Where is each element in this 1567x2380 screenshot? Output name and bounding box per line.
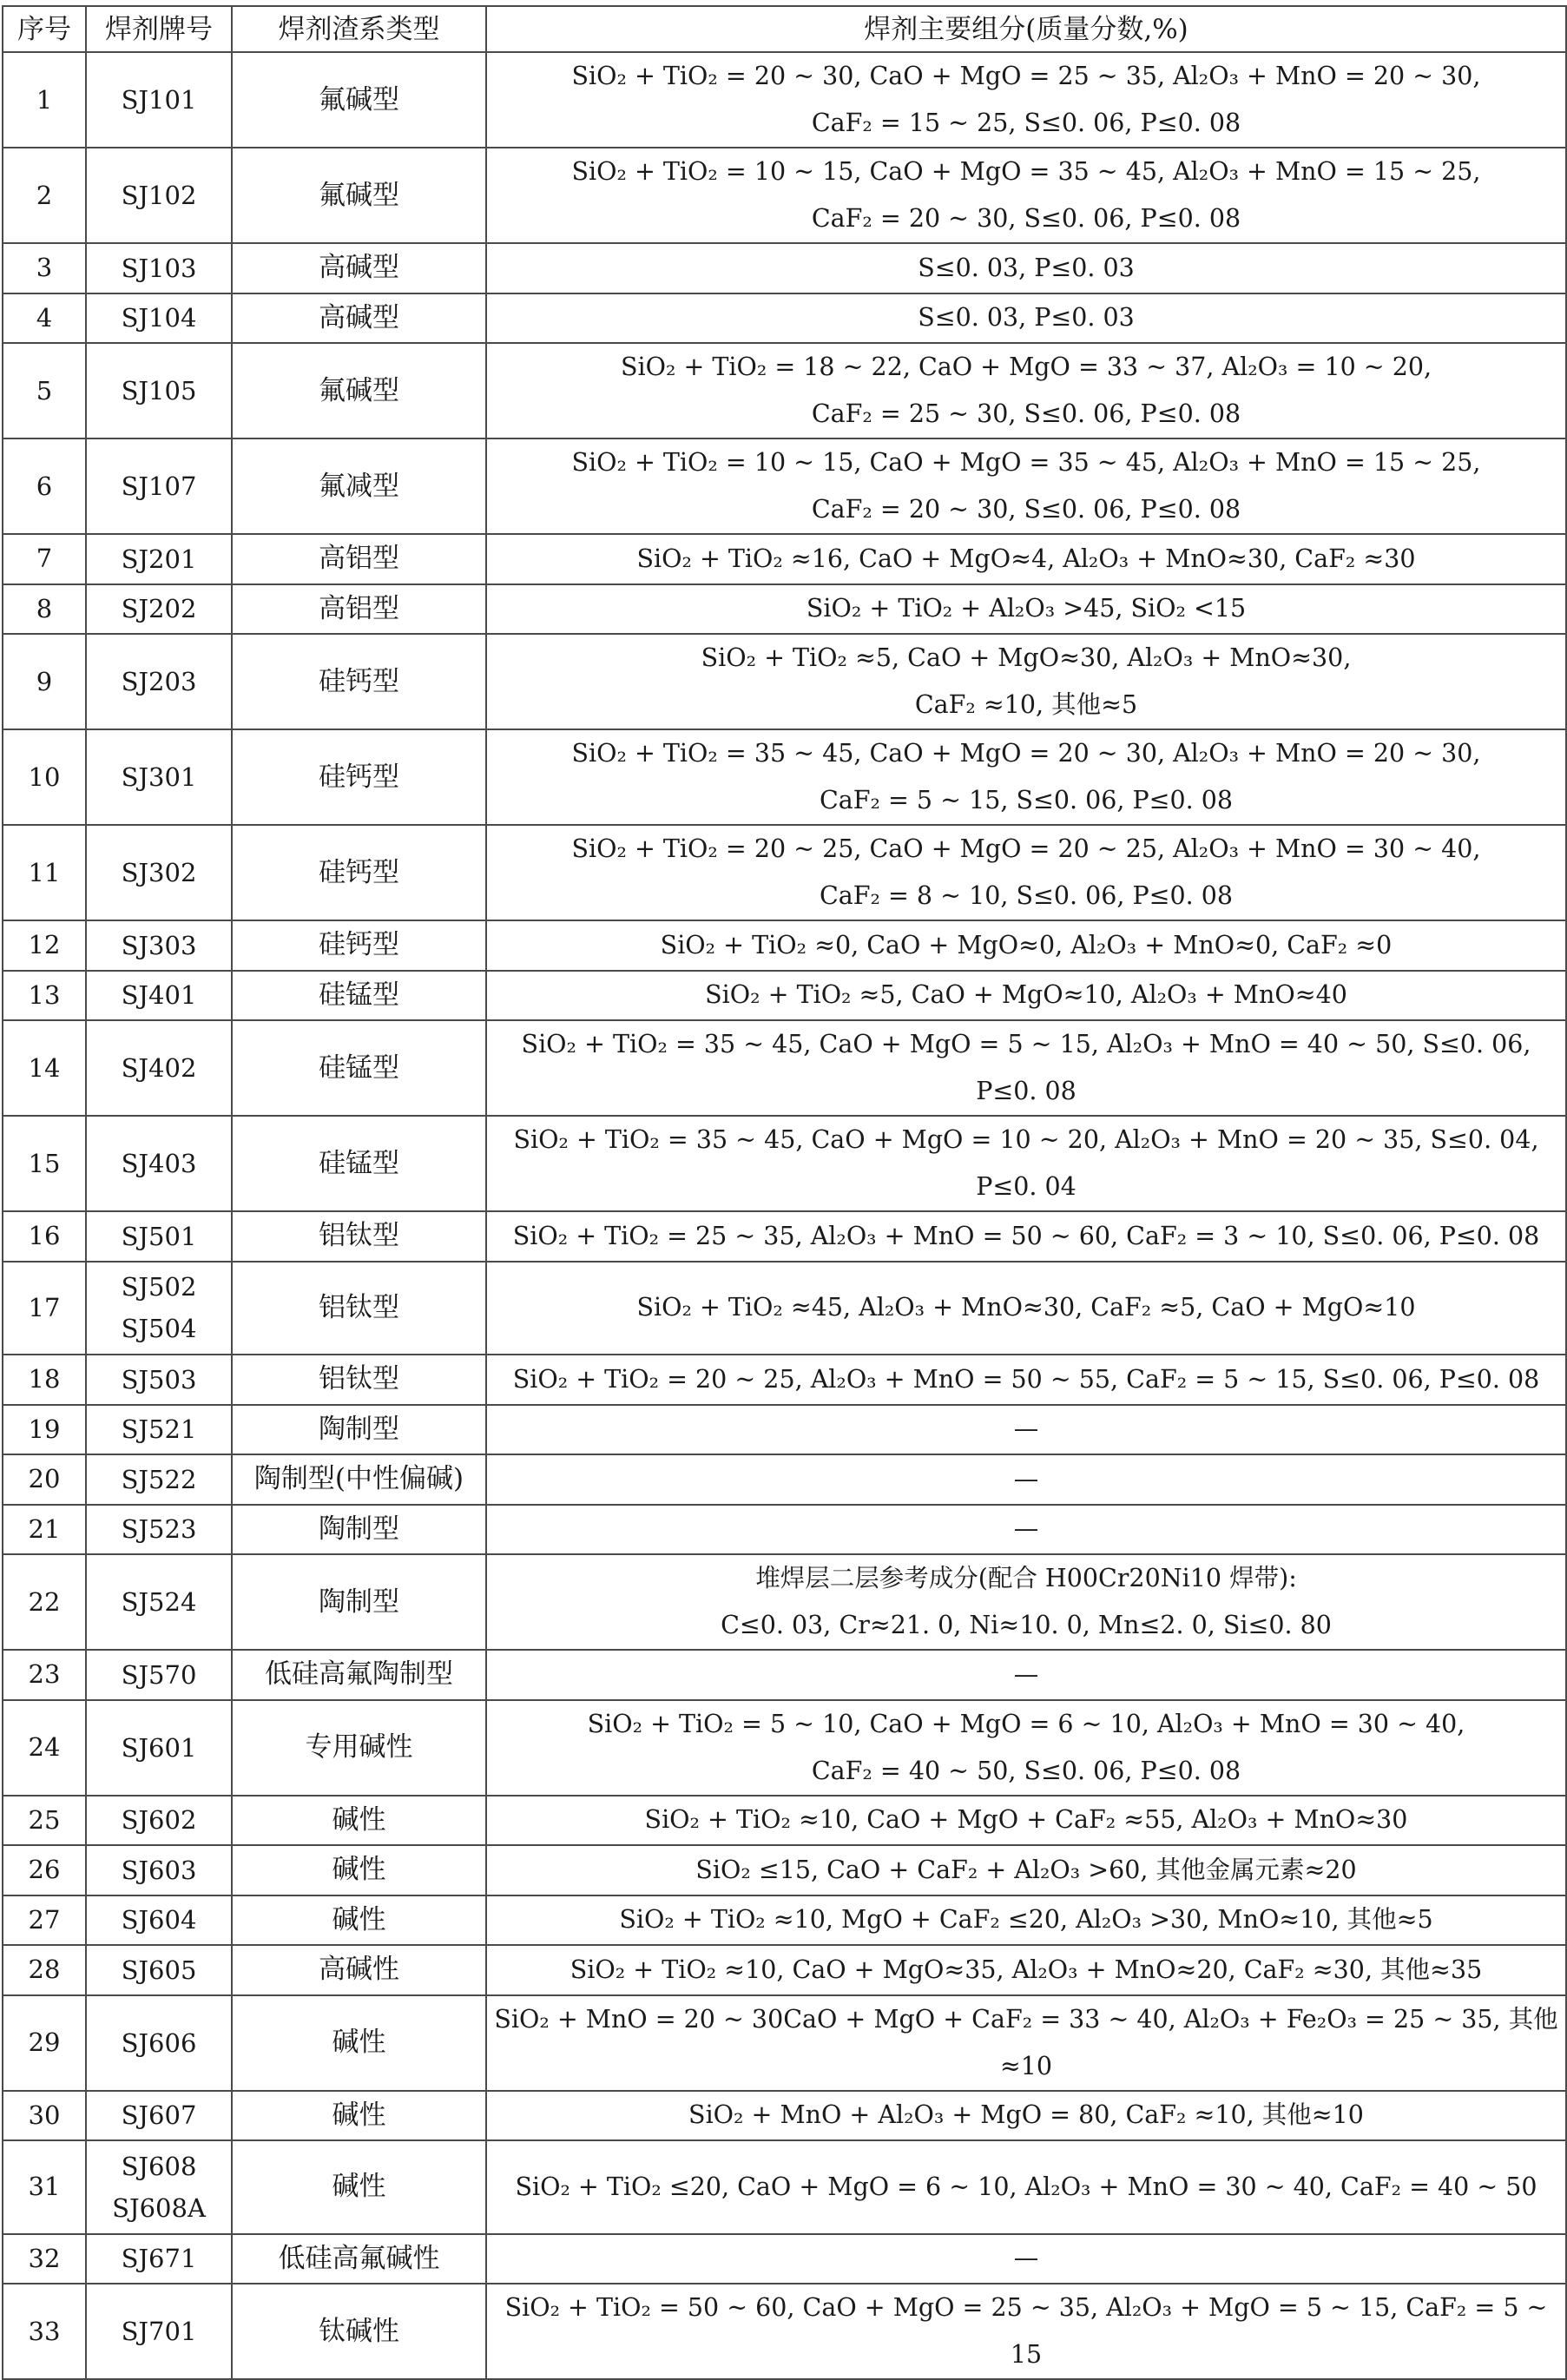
table-row <box>3 1505 1566 1555</box>
row-brand <box>86 634 232 729</box>
row-index: 24 <box>3 1700 86 1796</box>
table-row <box>3 729 1566 825</box>
row-slag-type: 氟碱型 <box>232 343 486 438</box>
table-row <box>3 1650 1566 1700</box>
brand-code: SJ608 <box>121 2151 197 2181</box>
row-brand <box>86 243 232 293</box>
brand-code: SJ601 <box>121 1732 197 1763</box>
header-row <box>3 6 1566 52</box>
row-composition <box>486 1554 1566 1650</box>
row-index: 12 <box>3 920 86 971</box>
table-row <box>3 634 1566 729</box>
composition-line: SiO₂ + TiO₂ = 25 ~ 35, Al₂O₃ + MnO = 50 ~ 60, CaF₂ = 3 ~ 10, S≤0. 06, P≤0. 08 <box>512 1221 1540 1250</box>
row-slag-type: 陶制型 <box>232 1554 486 1650</box>
row-slag-type: 低硅高氟碱性 <box>232 2234 486 2284</box>
row-index: 3 <box>3 243 86 293</box>
row-index: 19 <box>3 1405 86 1455</box>
composition-line: C≤0. 03, Cr≈21. 0, Ni≈10. 0, Mn≤2. 0, Si≤0. 80 <box>721 1611 1332 1639</box>
row-composition <box>486 825 1566 920</box>
row-index: 21 <box>3 1505 86 1555</box>
row-brand <box>86 438 232 534</box>
brand-code: SJ603 <box>121 1855 197 1885</box>
brand-code: SJ607 <box>121 2100 197 2131</box>
table-row <box>3 1454 1566 1505</box>
row-composition <box>486 1454 1566 1505</box>
brand-code: SJ202 <box>121 594 197 624</box>
composition-line: SiO₂ + TiO₂ ≈10, CaO + MgO≈35, Al₂O₃ + MnO≈20, CaF₂ ≈30, 其他≈35 <box>570 1955 1483 1984</box>
composition-line: SiO₂ + TiO₂ ≈45, Al₂O₃ + MnO≈30, CaF₂ ≈5, CaO + MgO≈10 <box>636 1293 1416 1322</box>
table-row <box>3 825 1566 920</box>
header-brand: 焊剂牌号 <box>86 6 232 52</box>
table-row <box>3 1700 1566 1796</box>
row-brand <box>86 1262 232 1355</box>
row-index: 32 <box>3 2234 86 2284</box>
row-brand <box>86 1554 232 1650</box>
brand-code: SJ602 <box>121 1805 197 1836</box>
composition-line: CaF₂ = 15 ~ 25, S≤0. 06, P≤0. 08 <box>811 109 1241 137</box>
row-index: 7 <box>3 534 86 584</box>
composition-line: SiO₂ + TiO₂ = 20 ~ 30, CaO + MgO = 25 ~ 35, Al₂O₃ + MnO = 20 ~ 30, <box>571 62 1481 90</box>
row-index: 13 <box>3 971 86 1021</box>
table-body <box>3 52 1566 2379</box>
row-brand <box>86 52 232 148</box>
composition-line: SiO₂ + MnO + Al₂O₃ + MgO = 80, CaF₂ ≈10, 其他≈10 <box>688 2100 1364 2130</box>
row-index: 30 <box>3 2091 86 2141</box>
composition-line: CaF₂ = 20 ~ 30, S≤0. 06, P≤0. 08 <box>811 204 1241 233</box>
composition-line: SiO₂ + TiO₂ ≈16, CaO + MgO≈4, Al₂O₃ + MnO≈30, CaF₂ ≈30 <box>636 544 1416 573</box>
composition-line: SiO₂ + TiO₂ = 18 ~ 22, CaO + MgO = 33 ~ 37, Al₂O₃ = 10 ~ 20, <box>620 353 1432 381</box>
composition-line: SiO₂ + TiO₂ ≈10, MgO + CaF₂ ≤20, Al₂O₃ >30, MnO≈10, 其他≈5 <box>619 1905 1433 1935</box>
row-brand <box>86 1650 232 1700</box>
row-composition <box>486 634 1566 729</box>
brand-code: SJ501 <box>121 1221 197 1251</box>
composition-line: S≤0. 03, P≤0. 03 <box>918 303 1135 333</box>
table-row <box>3 1845 1566 1895</box>
row-slag-type: 碱性 <box>232 1895 486 1946</box>
row-slag-type: 硅钙型 <box>232 634 486 729</box>
row-index: 14 <box>3 1020 86 1116</box>
row-composition <box>486 293 1566 344</box>
table-row <box>3 1116 1566 1211</box>
row-composition <box>486 1116 1566 1211</box>
composition-line: CaF₂ ≈10, 其他≈5 <box>914 690 1138 719</box>
flux-composition-table <box>2 5 1567 2380</box>
row-slag-type: 氟碱型 <box>232 148 486 243</box>
composition-line: S≤0. 03, P≤0. 03 <box>918 253 1135 282</box>
composition-line: SiO₂ + TiO₂ + Al₂O₃ >45, SiO₂ <15 <box>806 594 1247 623</box>
row-brand <box>86 825 232 920</box>
composition-line: SiO₂ + TiO₂ = 20 ~ 25, Al₂O₃ + MnO = 50 ~ 55, CaF₂ = 5 ~ 15, S≤0. 06, P≤0. 08 <box>512 1364 1540 1394</box>
brand-code: SJ701 <box>121 2317 197 2346</box>
row-slag-type: 铝钛型 <box>232 1355 486 1405</box>
row-index: 31 <box>3 2140 86 2234</box>
brand-code: SJ503 <box>121 1364 197 1394</box>
composition-line: — <box>1013 1659 1039 1689</box>
brand-code: SJ302 <box>121 858 197 887</box>
composition-line: SiO₂ + TiO₂ = 35 ~ 45, CaO + MgO = 20 ~ 30, Al₂O₃ + MnO = 20 ~ 30, <box>571 739 1481 768</box>
composition-line: — <box>1013 1514 1039 1544</box>
header-composition: 焊剂主要组分(质量分数,%) <box>486 6 1566 52</box>
row-slag-type: 陶制型 <box>232 1405 486 1455</box>
table-row <box>3 1995 1566 2091</box>
row-composition <box>486 1796 1566 1846</box>
row-index: 18 <box>3 1355 86 1405</box>
composition-line: — <box>1013 1414 1039 1444</box>
row-index: 6 <box>3 438 86 534</box>
table-row <box>3 1020 1566 1116</box>
row-slag-type: 陶制型(中性偏碱) <box>232 1454 486 1505</box>
table-row <box>3 534 1566 584</box>
row-brand <box>86 1355 232 1405</box>
row-composition <box>486 438 1566 534</box>
row-slag-type: 陶制型 <box>232 1505 486 1555</box>
row-brand <box>86 1796 232 1846</box>
row-slag-type: 专用碱性 <box>232 1700 486 1796</box>
row-composition <box>486 2091 1566 2141</box>
brand-code: SJ201 <box>121 544 197 574</box>
table-row <box>3 1405 1566 1455</box>
row-brand <box>86 1211 232 1262</box>
row-brand <box>86 584 232 635</box>
table-row <box>3 52 1566 148</box>
brand-code: SJ105 <box>121 376 197 405</box>
row-index: 9 <box>3 634 86 729</box>
row-composition <box>486 1895 1566 1946</box>
row-slag-type: 高碱型 <box>232 293 486 344</box>
composition-line: CaF₂ = 8 ~ 10, S≤0. 06, P≤0. 08 <box>819 881 1234 910</box>
table-row <box>3 1262 1566 1355</box>
composition-line: SiO₂ + TiO₂ = 10 ~ 15, CaO + MgO = 35 ~ 45, Al₂O₃ + MnO = 15 ~ 25, <box>571 448 1481 477</box>
row-composition <box>486 52 1566 148</box>
row-composition <box>486 2284 1566 2379</box>
composition-line: SiO₂ + TiO₂ ≈5, CaO + MgO≈30, Al₂O₃ + MnO≈30, <box>701 643 1352 672</box>
row-composition <box>486 1262 1566 1355</box>
brand-code: SJ604 <box>121 1905 197 1935</box>
composition-line: CaF₂ = 5 ~ 15, S≤0. 06, P≤0. 08 <box>819 786 1234 814</box>
row-index: 10 <box>3 729 86 825</box>
row-slag-type: 硅锰型 <box>232 1116 486 1211</box>
row-index: 1 <box>3 52 86 148</box>
table-row <box>3 1211 1566 1262</box>
brand-code: SJ502 <box>121 1272 197 1302</box>
brand-code: SJ522 <box>121 1464 197 1494</box>
brand-code: SJ606 <box>121 2027 197 2058</box>
row-brand <box>86 971 232 1021</box>
row-composition <box>486 1505 1566 1555</box>
row-index: 23 <box>3 1650 86 1700</box>
row-brand <box>86 1845 232 1895</box>
row-slag-type: 铝钛型 <box>232 1262 486 1355</box>
row-brand <box>86 1020 232 1116</box>
row-brand <box>86 1405 232 1455</box>
brand-code: SJ523 <box>121 1514 197 1545</box>
row-index: 17 <box>3 1262 86 1355</box>
brand-code: SJ107 <box>121 471 197 501</box>
composition-line: SiO₂ + TiO₂ ≈10, CaO + MgO + CaF₂ ≈55, Al₂O₃ + MnO≈30 <box>644 1805 1408 1835</box>
brand-code: SJ401 <box>121 980 197 1011</box>
row-index: 25 <box>3 1796 86 1846</box>
brand-code: SJ608A <box>112 2192 206 2223</box>
composition-line: — <box>1013 1464 1039 1493</box>
row-brand <box>86 920 232 971</box>
composition-line: SiO₂ + TiO₂ ≤20, CaO + MgO = 6 ~ 10, Al₂O₃ + MnO = 30 ~ 40, CaF₂ = 40 ~ 50 <box>515 2172 1537 2201</box>
row-composition <box>486 534 1566 584</box>
brand-code: SJ671 <box>121 2244 197 2274</box>
row-slag-type: 硅钙型 <box>232 920 486 971</box>
row-index: 15 <box>3 1116 86 1211</box>
brand-code: SJ521 <box>121 1414 197 1445</box>
row-index: 2 <box>3 148 86 243</box>
header-slag-type: 焊剂渣系类型 <box>232 6 486 52</box>
row-slag-type: 高碱性 <box>232 1945 486 1995</box>
brand-code: SJ402 <box>121 1053 197 1083</box>
row-composition <box>486 1020 1566 1116</box>
table-row <box>3 1796 1566 1846</box>
row-index: 28 <box>3 1945 86 1995</box>
brand-code: SJ403 <box>121 1149 197 1178</box>
table-row <box>3 243 1566 293</box>
table-row <box>3 148 1566 243</box>
table-row <box>3 1945 1566 1995</box>
brand-code: SJ524 <box>121 1587 197 1617</box>
row-composition <box>486 1650 1566 1700</box>
row-composition <box>486 2140 1566 2234</box>
row-brand <box>86 1505 232 1555</box>
brand-code: SJ101 <box>121 85 197 115</box>
row-brand <box>86 2140 232 2234</box>
row-composition <box>486 1355 1566 1405</box>
brand-code: SJ301 <box>121 762 197 792</box>
composition-line: CaF₂ = 20 ~ 30, S≤0. 06, P≤0. 08 <box>811 495 1241 524</box>
row-brand <box>86 1700 232 1796</box>
row-slag-type: 碱性 <box>232 1995 486 2091</box>
table-row <box>3 343 1566 438</box>
row-index: 26 <box>3 1845 86 1895</box>
row-slag-type: 碱性 <box>232 1796 486 1846</box>
composition-line: SiO₂ + TiO₂ = 10 ~ 15, CaO + MgO = 35 ~ 45, Al₂O₃ + MnO = 15 ~ 25, <box>571 157 1481 186</box>
brand-code: SJ605 <box>121 1955 197 1985</box>
row-brand <box>86 2091 232 2141</box>
table-row <box>3 920 1566 971</box>
row-index: 16 <box>3 1211 86 1262</box>
row-composition <box>486 1995 1566 2091</box>
row-brand <box>86 2234 232 2284</box>
row-composition <box>486 1700 1566 1796</box>
row-composition <box>486 1845 1566 1895</box>
table-row <box>3 2284 1566 2379</box>
row-composition <box>486 920 1566 971</box>
composition-line: CaF₂ = 40 ~ 50, S≤0. 06, P≤0. 08 <box>811 1756 1241 1785</box>
composition-line: SiO₂ + MnO = 20 ~ 30CaO + MgO + CaF₂ = 33 ~ 40, Al₂O₃ + Fe₂O₃ = 25 ~ 35, 其他≈10 <box>494 2004 1558 2080</box>
row-index: 22 <box>3 1554 86 1650</box>
table-row <box>3 2234 1566 2284</box>
composition-line: SiO₂ + TiO₂ ≈0, CaO + MgO≈0, Al₂O₃ + MnO≈0, CaF₂ ≈0 <box>660 930 1393 959</box>
row-brand <box>86 729 232 825</box>
row-slag-type: 氟减型 <box>232 438 486 534</box>
row-index: 20 <box>3 1454 86 1505</box>
row-index: 8 <box>3 584 86 635</box>
row-slag-type: 高铝型 <box>232 534 486 584</box>
brand-code: SJ303 <box>121 930 197 960</box>
row-slag-type: 碱性 <box>232 1845 486 1895</box>
row-slag-type: 碱性 <box>232 2140 486 2234</box>
row-composition <box>486 971 1566 1021</box>
row-composition <box>486 2234 1566 2284</box>
composition-line: SiO₂ ≤15, CaO + CaF₂ + Al₂O₃ >60, 其他金属元素≈20 <box>695 1855 1357 1884</box>
row-brand <box>86 1454 232 1505</box>
brand-code: SJ203 <box>121 667 197 696</box>
row-index: 27 <box>3 1895 86 1946</box>
row-slag-type: 碱性 <box>232 2091 486 2141</box>
row-slag-type: 硅钙型 <box>232 825 486 920</box>
composition-line: SiO₂ + TiO₂ = 50 ~ 60, CaO + MgO = 25 ~ 35, Al₂O₃ + MgO = 5 ~ 15, CaF₂ = 5 ~ 15 <box>504 2293 1548 2369</box>
brand-code: SJ570 <box>121 1659 197 1690</box>
row-brand <box>86 148 232 243</box>
row-brand <box>86 293 232 344</box>
row-index: 5 <box>3 343 86 438</box>
row-brand <box>86 1116 232 1211</box>
table-row <box>3 1895 1566 1946</box>
table-row <box>3 1554 1566 1650</box>
header-index: 序号 <box>3 6 86 52</box>
row-composition <box>486 1211 1566 1262</box>
brand-code: SJ104 <box>121 303 197 333</box>
table-row <box>3 971 1566 1021</box>
table-row <box>3 2091 1566 2141</box>
row-slag-type: 硅锰型 <box>232 971 486 1021</box>
brand-code: SJ102 <box>121 181 197 210</box>
composition-line: CaF₂ = 25 ~ 30, S≤0. 06, P≤0. 08 <box>811 399 1241 428</box>
row-composition <box>486 148 1566 243</box>
row-brand <box>86 1895 232 1946</box>
row-composition <box>486 343 1566 438</box>
table-row <box>3 438 1566 534</box>
composition-line: SiO₂ + TiO₂ ≈5, CaO + MgO≈10, Al₂O₃ + MnO≈40 <box>705 980 1347 1010</box>
table-row <box>3 584 1566 635</box>
brand-code: SJ103 <box>121 253 197 283</box>
row-index: 4 <box>3 293 86 344</box>
row-index: 29 <box>3 1995 86 2091</box>
row-brand <box>86 534 232 584</box>
table-row <box>3 1355 1566 1405</box>
composition-line: 堆焊层二层参考成分(配合 H00Cr20Ni10 焊带): <box>755 1564 1297 1592</box>
row-index: 33 <box>3 2284 86 2379</box>
composition-line: SiO₂ + TiO₂ = 35 ~ 45, CaO + MgO = 5 ~ 15, Al₂O₃ + MnO = 40 ~ 50, S≤0. 06, P≤0. 08 <box>521 1030 1531 1105</box>
row-slag-type: 硅钙型 <box>232 729 486 825</box>
row-composition <box>486 729 1566 825</box>
table-row <box>3 293 1566 344</box>
row-slag-type: 高碱型 <box>232 243 486 293</box>
row-composition <box>486 1405 1566 1455</box>
row-slag-type: 钛碱性 <box>232 2284 486 2379</box>
row-composition <box>486 243 1566 293</box>
row-brand <box>86 1945 232 1995</box>
row-slag-type: 硅锰型 <box>232 1020 486 1116</box>
row-slag-type: 氟碱型 <box>232 52 486 148</box>
row-index: 11 <box>3 825 86 920</box>
row-slag-type: 高铝型 <box>232 584 486 635</box>
row-composition <box>486 1945 1566 1995</box>
row-brand <box>86 343 232 438</box>
row-brand <box>86 1995 232 2091</box>
row-slag-type: 低硅高氟陶制型 <box>232 1650 486 1700</box>
composition-line: — <box>1013 2244 1039 2273</box>
row-composition <box>486 584 1566 635</box>
composition-line: SiO₂ + TiO₂ = 35 ~ 45, CaO + MgO = 10 ~ 20, Al₂O₃ + MnO = 20 ~ 35, S≤0. 04, P≤0. 04 <box>513 1125 1539 1201</box>
composition-line: SiO₂ + TiO₂ = 20 ~ 25, CaO + MgO = 20 ~ 25, Al₂O₃ + MnO = 30 ~ 40, <box>571 834 1481 863</box>
table-row <box>3 2140 1566 2234</box>
composition-line: SiO₂ + TiO₂ = 5 ~ 10, CaO + MgO = 6 ~ 10, Al₂O₃ + MnO = 30 ~ 40, <box>587 1709 1465 1738</box>
row-brand <box>86 2284 232 2379</box>
row-slag-type: 铝钛型 <box>232 1211 486 1262</box>
brand-code: SJ504 <box>121 1314 197 1344</box>
